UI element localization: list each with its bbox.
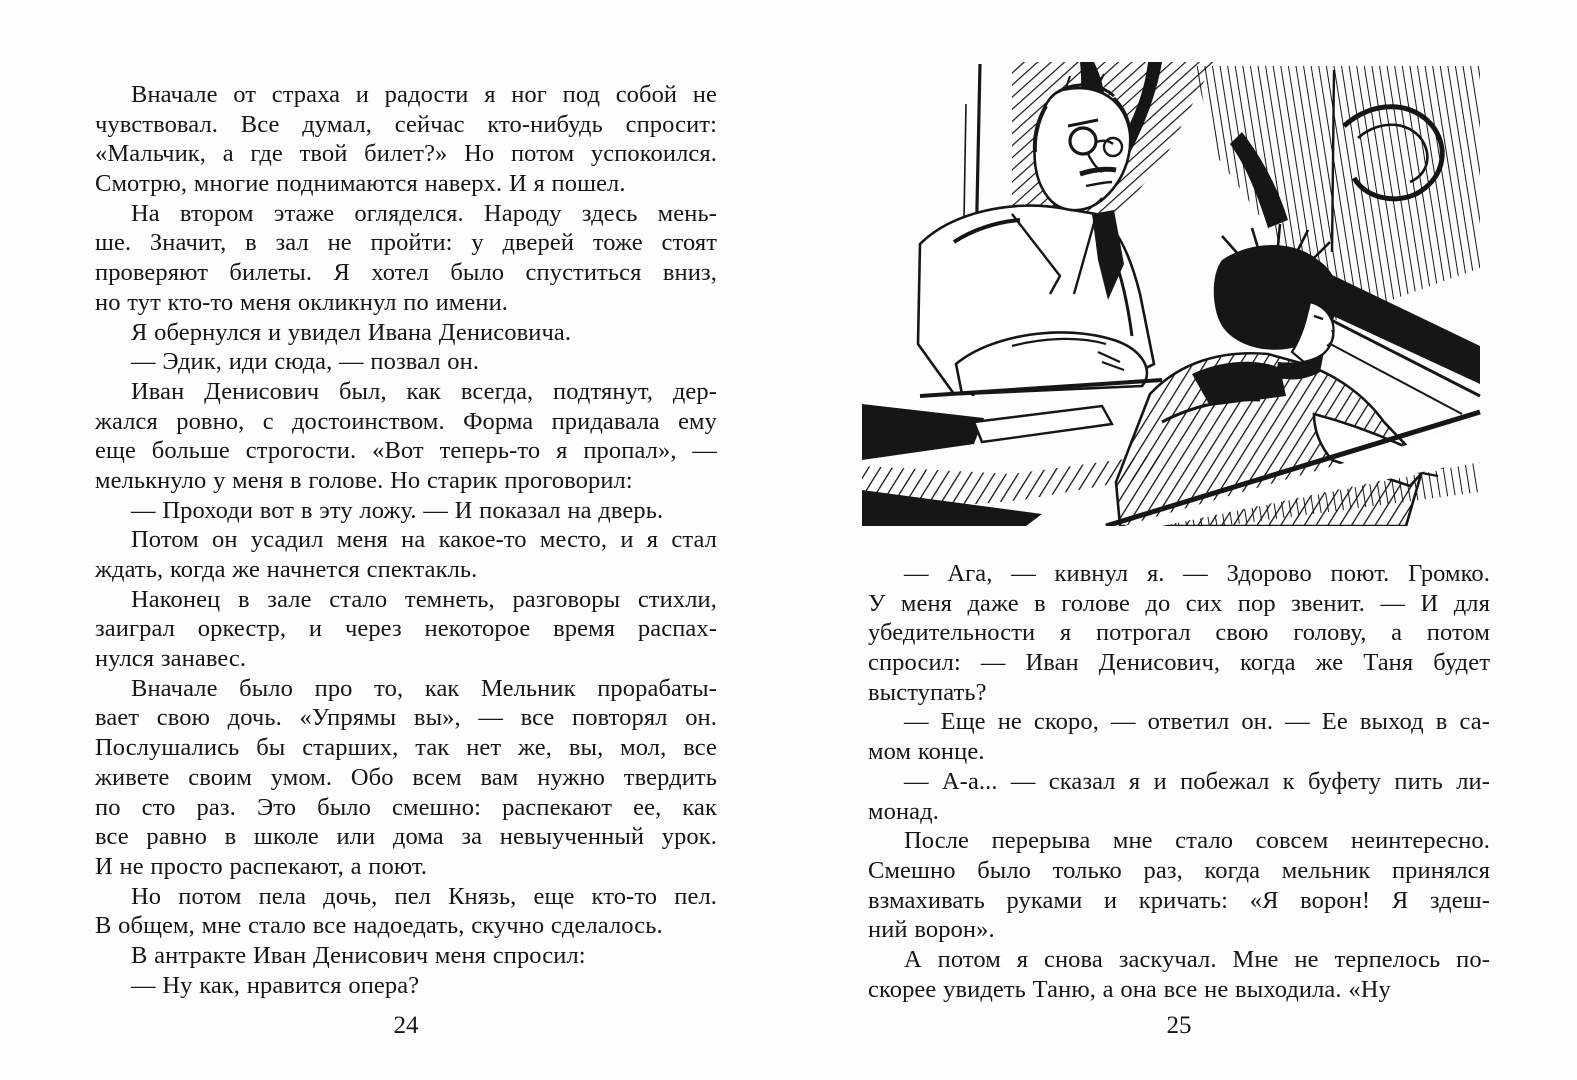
text-line: Послушались бы старших, так нет же, вы, мол, все bbox=[95, 734, 717, 762]
text-line: мом конце. bbox=[868, 738, 985, 766]
text-line: Я обернулся и увидел Ивана Денисовича. bbox=[131, 318, 572, 346]
paragraph bbox=[95, 525, 717, 584]
paragraph bbox=[95, 882, 717, 941]
paragraph bbox=[868, 559, 1490, 707]
text-line: И не просто распекают, а поют. bbox=[95, 852, 428, 880]
right-page-number: 25 bbox=[1166, 1012, 1192, 1039]
text-line: В общем, мне стало все надоедать, скучно сделалось. bbox=[95, 912, 663, 940]
text-line: монад. bbox=[868, 797, 939, 825]
paragraph bbox=[868, 707, 1490, 766]
paragraph bbox=[868, 826, 1490, 945]
text-line: А потом я снова заскучал. Мне не терпелось по- bbox=[904, 945, 1490, 973]
text-line: Вначале было про то, как Мельник прорабаты- bbox=[131, 674, 717, 702]
text-line: живете своим умом. Обо всем вам нужно твердить bbox=[95, 763, 717, 791]
text-line: Иван Денисович был, как всегда, подтянут, дер- bbox=[131, 377, 717, 405]
paragraph bbox=[95, 347, 717, 377]
paragraph bbox=[95, 377, 717, 496]
text-line: взмахивать руками и кричать: «Я ворон! Я здеш- bbox=[868, 886, 1490, 914]
text-line: ждать, когда же начнется спектакль. bbox=[95, 556, 478, 583]
paragraph bbox=[95, 971, 717, 1001]
text-line: После перерыва мне стало совсем неинтересно. bbox=[904, 827, 1490, 855]
text-line: но тут кто-то меня окликнул по имени. bbox=[95, 288, 509, 316]
paragraph bbox=[868, 945, 1490, 1004]
text-line: мелькнуло у меня в голове. Но старик проговорил: bbox=[95, 466, 633, 494]
left-page-text bbox=[95, 80, 717, 1000]
text-line: Но потом пела дочь, пел Князь, еще кто-то пел. bbox=[131, 882, 717, 910]
right-page-text bbox=[868, 559, 1490, 1004]
paragraph bbox=[95, 674, 717, 882]
paragraph bbox=[95, 941, 717, 971]
text-line: еще больше строгости. «Вот теперь-то я пропал», — bbox=[95, 437, 717, 465]
text-line: — Ну как, нравится опера? bbox=[131, 971, 420, 999]
text-line: — А-а... — сказал я и побежал к буфету пить ли- bbox=[904, 767, 1490, 795]
paragraph bbox=[95, 496, 717, 526]
text-line: скорее увидеть Таню, а она все не выходила. «Ну bbox=[868, 975, 1391, 1003]
text-line: вает свою дочь. «Упрямы вы», — все повторял он. bbox=[95, 704, 717, 732]
text-line: «Мальчик, а где твой билет?» Но потом успокоился. bbox=[95, 140, 717, 168]
paragraph bbox=[95, 199, 717, 318]
text-line: — Ага, — кивнул я. — Здорово поют. Громко. bbox=[904, 560, 1490, 587]
text-line: — Еще не скоро, — ответил он. — Ее выход в са- bbox=[904, 708, 1490, 736]
text-line: У меня даже в голове до сих пор звенит. — И для bbox=[868, 589, 1490, 617]
text-line: проверяют билеты. Я хотел было спуститься вниз, bbox=[95, 259, 717, 287]
text-line: жался ровно, с достоинством. Форма придавала ему bbox=[95, 407, 717, 435]
text-line: В антракте Иван Денисович меня спросил: bbox=[131, 941, 586, 969]
text-line: Смотрю, многие поднимаются наверх. И я пошел. bbox=[95, 170, 626, 198]
text-line: Потом он усадил меня на какое-то место, и я стал bbox=[131, 526, 717, 554]
text-line: по сто раз. Это было смешно: распекают ее, как bbox=[95, 793, 717, 821]
text-line: Вначале от страха и радости я ног под собой не bbox=[131, 81, 717, 108]
text-line: ний ворон». bbox=[868, 916, 995, 944]
text-line: выступать? bbox=[868, 678, 987, 706]
book-illustration bbox=[862, 62, 1486, 526]
paragraph bbox=[95, 80, 717, 199]
text-line: убедительности я потрогал свою голову, а потом bbox=[868, 619, 1490, 647]
paragraph bbox=[95, 585, 717, 674]
text-line: — Проходи вот в эту ложу. — И показал на дверь. bbox=[131, 496, 664, 524]
text-line: Наконец в зале стало темнеть, разговоры стихли, bbox=[131, 585, 717, 613]
text-line: все равно в школе или дома за невыученный урок. bbox=[95, 823, 717, 851]
paragraph bbox=[95, 318, 717, 348]
text-line: спросил: — Иван Денисович, когда же Таня будет bbox=[868, 649, 1490, 677]
text-line: заиграл оркестр, и через некоторое время распах- bbox=[95, 615, 717, 643]
left-page-number: 24 bbox=[393, 1012, 419, 1039]
text-line: На втором этаже огляделся. Народу здесь мень- bbox=[131, 199, 717, 227]
text-line: Смешно было только раз, когда мельник принялся bbox=[868, 856, 1490, 884]
text-line: нулся занавес. bbox=[95, 645, 247, 673]
text-line: ше. Значит, в зал не пройти: у дверей тоже стоят bbox=[95, 229, 717, 257]
paragraph bbox=[868, 767, 1490, 826]
text-line: — Эдик, иди сюда, — позвал он. bbox=[131, 348, 480, 376]
text-line: чувствовал. Все думал, сейчас кто-нибудь спросит: bbox=[95, 110, 717, 138]
